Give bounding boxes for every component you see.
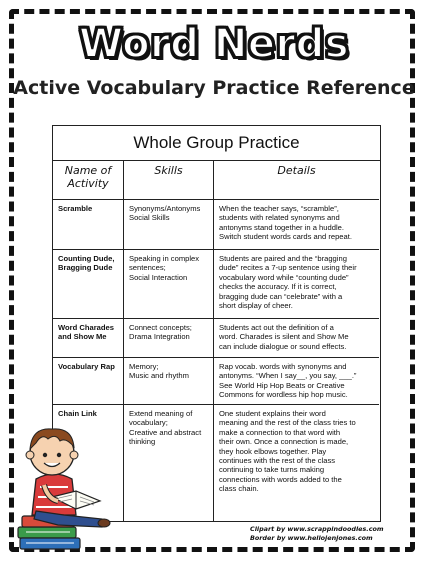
activity-details: One student explains their word meaning and the rest of the class tries to make a connection to that word with their own. Once a connection is made, they hook elbows together. Play continues with the rest of the class continuing to take turns making connections with words added to the class chain. [219, 409, 356, 494]
activity-name: Scramble [53, 200, 124, 249]
activity-name: Chain Link [53, 405, 124, 521]
activity-details: Students act out the definition of a word. Charades is silent and Show Me can include dialogue or sound effects. [219, 323, 349, 351]
activity-skills: Synonyms/Antonyms Social Skills [124, 200, 214, 249]
table-row [53, 250, 379, 319]
table-row [53, 200, 379, 250]
border-credit: Border by www.hellojenjones.com [250, 534, 373, 542]
activity-skills: Speaking in complex sentences; Social Interaction [124, 250, 214, 318]
table-heading: Whole Group Practice [53, 126, 380, 161]
activity-name: Vocabulary Rap [53, 358, 124, 404]
activity-name: Counting Dude, Bragging Dude [53, 250, 124, 318]
activity-details: When the teacher says, “scramble”, students with related synonyms and antonyms stand together in a huddle. Switch student words cards and repeat. [219, 204, 352, 242]
table-row [53, 319, 379, 358]
table-row [53, 358, 379, 405]
credits [250, 525, 415, 543]
activity-skills: Memory; Music and rhythm [124, 358, 214, 404]
column-header-skills: Skills [124, 161, 214, 199]
table-header-row [53, 161, 379, 200]
activity-skills: Connect concepts; Drama Integration [124, 319, 214, 357]
column-header-name: Name of Activity [53, 161, 124, 199]
activity-name: Word Charades and Show Me [53, 319, 124, 357]
clipart-credit: Clipart by www.scrappindoodles.com [250, 525, 384, 533]
activity-details: Rap vocab. words with synonyms and antonyms. “When I say__, you say, ___.” See World Hip Hop Beats or Creative Commons for wordless hip hop music. [219, 362, 357, 400]
activity-skills: Extend meaning of vocabulary; Creative and abstract thinking [124, 405, 214, 521]
page-subtitle: Active Vocabulary Practice Reference [13, 77, 415, 99]
boy-reading-book-icon [14, 415, 112, 553]
activity-details: Students are paired and the “bragging dude” recites a 7-up sentence using their vocabulary word while “counting dude” checks the accuracy. If it is correct, bragging dude can “celebrate” with a short display of cheer. [219, 254, 357, 311]
column-header-details: Details [277, 164, 316, 177]
page-title: Word Nerds [78, 21, 350, 67]
